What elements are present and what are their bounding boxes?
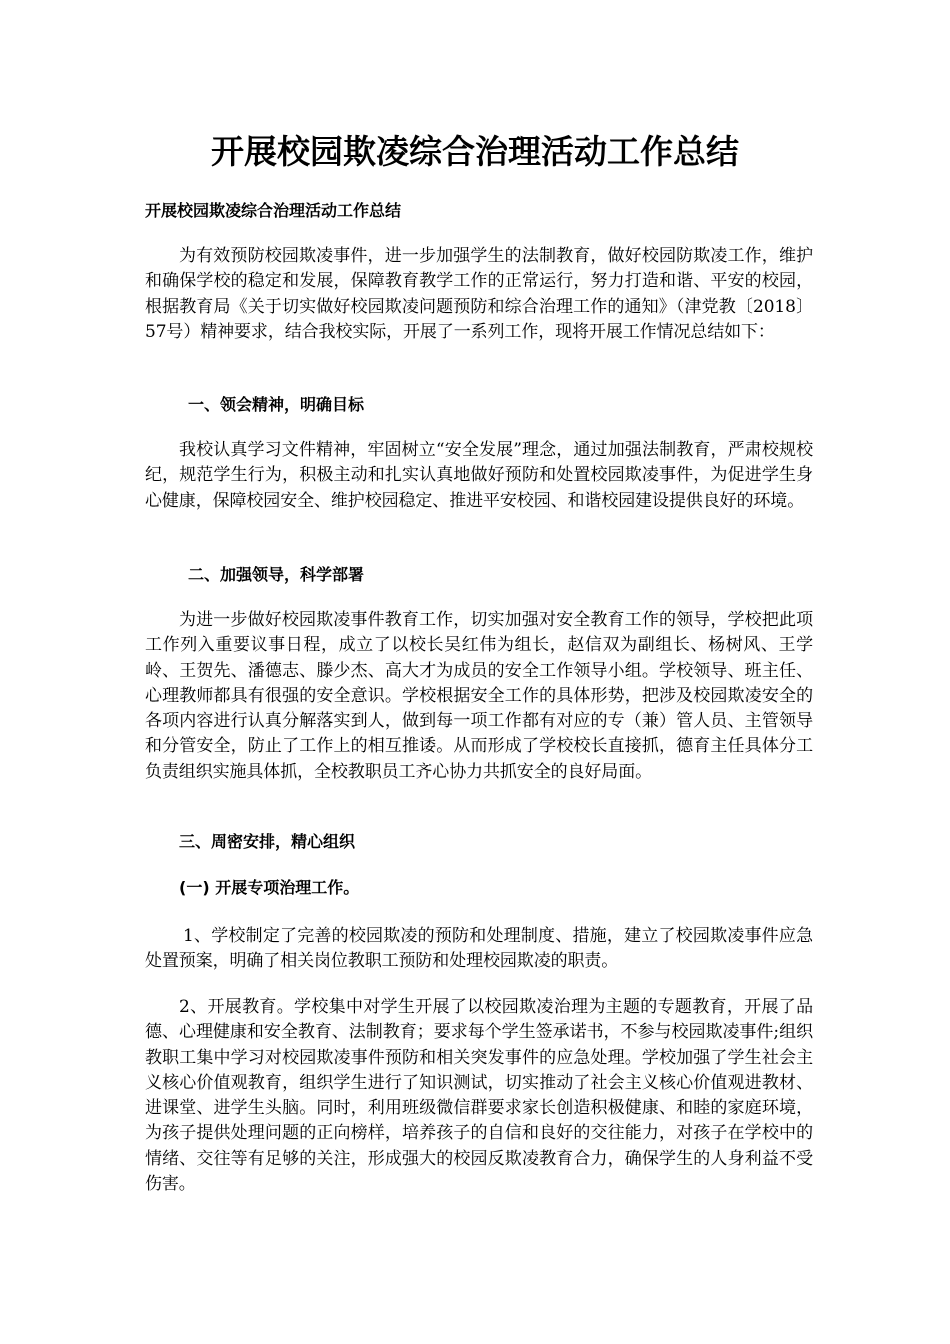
section-2-heading: 二、加强领导，科学部署 [188,565,365,584]
section-1-heading: 一、领会精神，明确目标 [188,395,365,414]
document-title: 开展校园欺凌综合治理活动工作总结 [211,132,739,171]
section-2-paragraph: 为进一步做好校园欺凌事件教育工作，切实加强对安全教育工作的领导，学校把此项工作列入重要议事日程，成立了以校长吴红伟为组长，赵信双为副组长、杨树风、王学岭、王贺先、潘德志、滕少杰、高大才为成员的安全工作领导小组。学校领导、班主任、心理教师都具有很强的安全意识。学校根据安全工作的具体形势，把涉及校园欺凌安全的各项内容进行认真分解落实到人，做到每一项工作都有对应的专（兼）管人员、主管领导和分管安全，防止了工作上的相互推诿。从而形成了学校校长直接抓，德育主任具体分工负责组织实施具体抓，全校教职员工齐心协力共抓安全的良好局面。 [145,610,813,782]
section-3-item-2: 2、开展教育。学校集中对学生开展了以校园欺凌治理为主题的专题教育，开展了品德、心理健康和安全教育、法制教育；要求每个学生签承诺书，不参与校园欺凌事件;组织教职工集中学习对校园欺凌事件预防和相关突发事件的应急处理。学校加强了学生社会主义核心价值观教育，组织学生进行了知识测试，切实推动了社会主义核心价值观进教材、进课堂、进学生头脑。同时，利用班级微信群要求家长创造积极健康、和睦的家庭环境，为孩子提供处理问题的正向榜样，培养孩子的自信和良好的交往能力，对孩子在学校中的情绪、交往等有足够的关注，形成强大的校园反欺凌教育合力，确保学生的人身利益不受伤害。 [145,997,813,1195]
section-3-subheading: (一) 开展专项治理工作。 [179,878,360,897]
section-1-paragraph: 我校认真学习文件精神，牢固树立“安全发展”理念，通过加强法制教育，严肃校规校纪，规范学生行为，积极主动和扎实认真地做好预防和处置校园欺凌事件，为促进学生身心健康，保障校园安全、维护校园稳定、推进平安校园、和谐校园建设提供良好的环境。 [145,440,813,511]
document-subtitle: 开展校园欺凌综合治理活动工作总结 [145,201,402,220]
section-3-item-1: 1、学校制定了完善的校园欺凌的预防和处理制度、措施，建立了校园欺凌事件应急处置预案，明确了相关岗位教职工预防和处理校园欺凌的职责。 [145,926,813,972]
section-3-heading: 三、周密安排，精心组织 [179,832,356,851]
intro-paragraph: 为有效预防校园欺凌事件，进一步加强学生的法制教育，做好校园防欺凌工作，维护和确保学校的稳定和发展，保障教育教学工作的正常运行，努力打造和谐、平安的校园，根据教育局《关于切实做好校园欺凌问题预防和综合治理工作的通知》（津党教〔2018〕57号）精神要求，结合我校实际，开展了一系列工作，现将开展工作情况总结如下： [145,246,813,342]
